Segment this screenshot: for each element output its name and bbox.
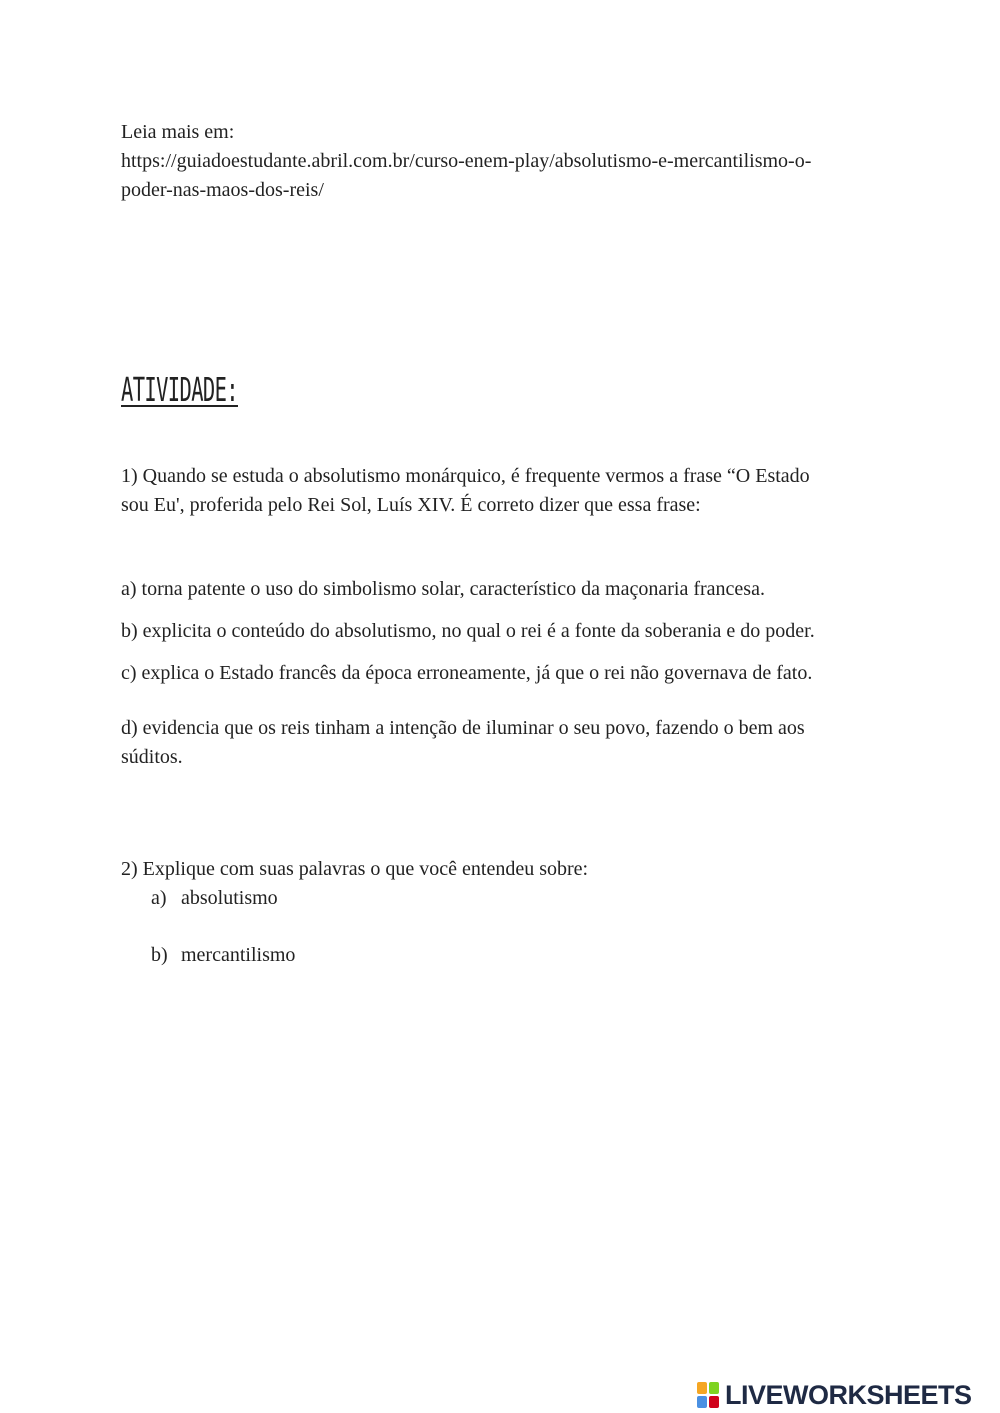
- activity-heading: ATIVIDADE:: [121, 370, 238, 409]
- question-2-item-a-text: absolutismo: [181, 887, 278, 909]
- question-1-option-a: a) torna patente o uso do simbolismo solar, característico da maçonaria francesa.: [121, 578, 765, 600]
- liveworksheets-logo: [697, 1378, 972, 1412]
- question-1-option-d: d) evidencia que os reis tinham a intenção de iluminar o seu povo, fazendo o bem aos: [121, 717, 805, 739]
- question-2-item-a: [151, 884, 278, 913]
- question-1-line-2: sou Eu', proferida pelo Rei Sol, Luís XIV. É correto dizer que essa frase:: [121, 494, 701, 516]
- question-1-option-d-line-2: súditos.: [121, 746, 183, 768]
- liveworksheets-logo-text: LIVEWORKSHEETS: [725, 1379, 972, 1410]
- question-2-item-b-marker: b): [151, 944, 168, 966]
- question-1-line-1: 1) Quando se estuda o absolutismo monárquico, é frequente vermos a frase “O Estado: [121, 465, 810, 487]
- question-1-option-c: c) explica o Estado francês da época erroneamente, já que o rei não governava de fato.: [121, 662, 813, 684]
- question-2-item-a-marker: a): [151, 887, 167, 909]
- question-1-option-b: b) explicita o conteúdo do absolutismo, no qual o rei é a fonte da soberania e do poder.: [121, 620, 815, 642]
- question-2-item-b-text: mercantilismo: [181, 944, 296, 966]
- source-url-line-2: poder-nas-maos-dos-reis/: [121, 179, 324, 201]
- source-label: Leia mais em:: [121, 121, 235, 143]
- source-url-line-1: https://guiadoestudante.abril.com.br/curso-enem-play/absolutismo-e-mercantilismo-o-: [121, 150, 812, 172]
- liveworksheets-logo-icon: [697, 1381, 721, 1409]
- question-2-item-b: [151, 941, 295, 970]
- question-2-prompt: 2) Explique com suas palavras o que você entendeu sobre:: [121, 858, 589, 880]
